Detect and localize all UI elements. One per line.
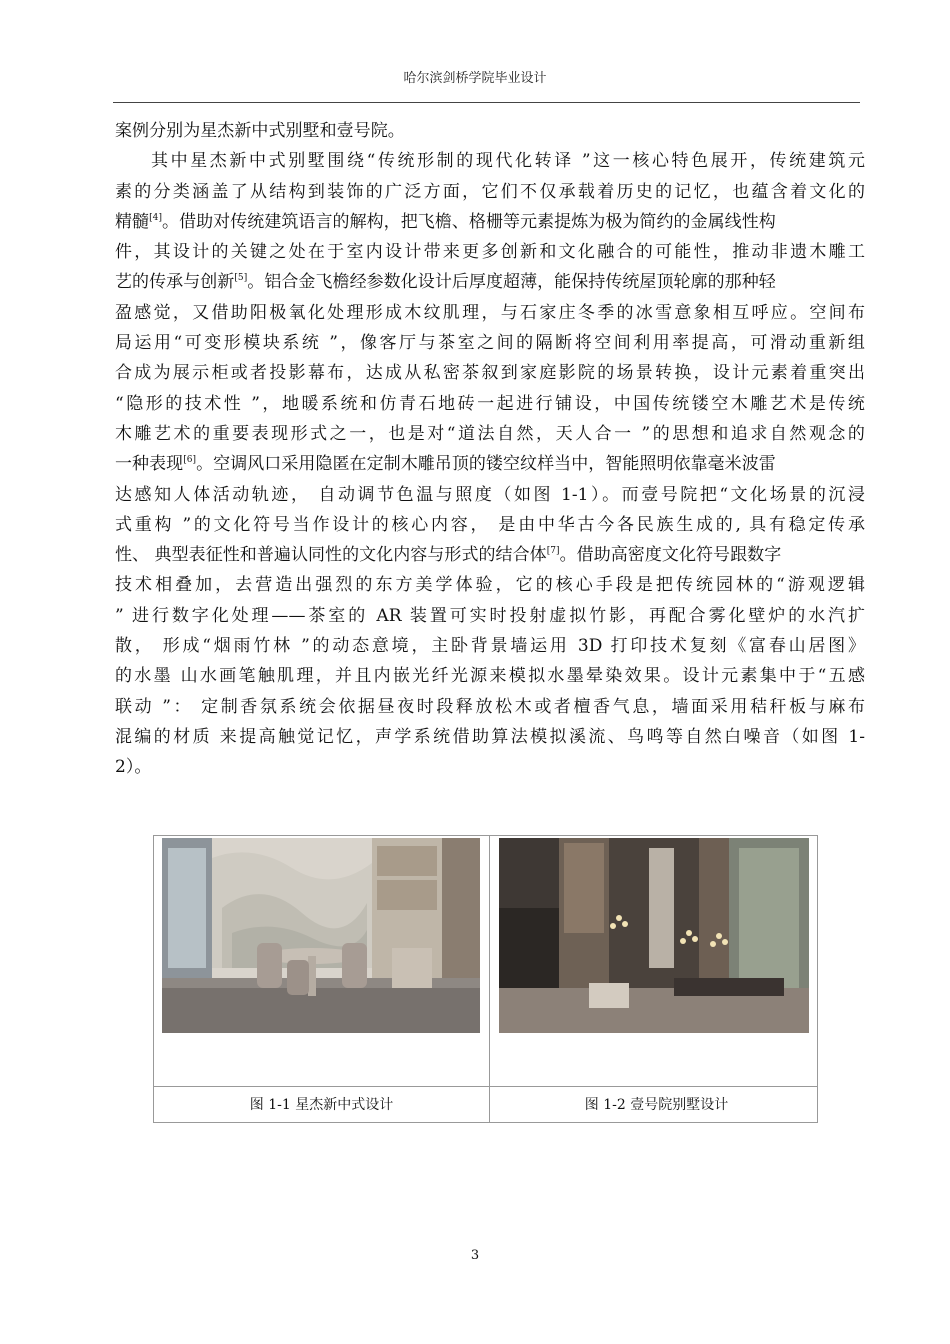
text-line: 式重构 ”的文化符号当作设计的核心内容， 是由中华古今各民族生成的, 具有稳定传承 <box>115 514 865 535</box>
figure-table <box>153 835 818 1123</box>
text-line: 合成为展示柜或者投影幕布，达成从私密茶叙到家庭影院的场景转换，设计元素着重突出 <box>115 363 865 384</box>
text-line: 散， 形成“烟雨竹林 ”的动态意境，主卧背景墙运用 3D 打印技术复刻《富春山居图》 <box>115 636 865 657</box>
text-line: ” 进行数字化处理——茶室的 AR 装置可实时投射虚拟竹影，再配合雾化壁炉的水汽扩 <box>115 605 865 626</box>
text-line: 件，其设计的关键之处在于室内设计带来更多创新和文化融合的可能性，推动非遗木雕工 <box>115 242 865 263</box>
figure-1-2-caption: 图 1-2 壹号院别墅设计 <box>584 1097 729 1113</box>
text-fragment: 艺的传承与创新 <box>115 272 235 293</box>
text-fragment: 。铝合金飞檐经参数化设计后厚度超薄，能保持传统屋顶轮廓的那种轻 <box>247 272 776 293</box>
text-fragment: 。空调风口采用隐匿在定制木雕吊顶的镂空纹样当中，智能照明依靠毫米波雷 <box>196 454 776 475</box>
figure-1-1-caption: 图 1-1 星杰新中式设计 <box>249 1097 394 1113</box>
table-divider <box>154 1086 817 1087</box>
page-header: 哈尔滨剑桥学院毕业设计 <box>403 71 547 86</box>
text-line: 达感知人体活动轨迹， 自动调节色温与照度（如图 1-1）。而壹号院把“文化场景的沉浸 <box>115 484 865 505</box>
text-fragment: 。借助高密度文化符号跟数字 <box>559 545 782 566</box>
header-divider <box>113 102 860 103</box>
citation-6: [6] <box>183 455 197 466</box>
table-divider <box>489 836 490 1122</box>
text-line <box>115 267 865 297</box>
text-line: 盈感觉，又借助阳极氧化处理形成木纹肌理，与石家庄冬季的冰雪意象相互呼应。空间布 <box>115 302 865 323</box>
text-line: 联动 ”： 定制香氛系统会依据昼夜时段释放松木或者檀香气息，墙面采用秸秆板与麻布 <box>115 696 865 717</box>
text-line: 素的分类涵盖了从结构到装饰的广泛方面，它们不仅承载着历史的记忆，也蕴含着文化的 <box>115 181 865 202</box>
text-line: “隐形的技术性 ”，地暖系统和仿青石地砖一起进行铺设，中国传统镂空木雕艺术是传统 <box>115 393 865 414</box>
text-line <box>115 449 865 479</box>
text-line: 混编的材质 来提高触觉记忆，声学系统借助算法模拟溪流、鸟鸣等自然白噪音（如图 1- <box>115 726 865 747</box>
citation-7: [7] <box>546 546 560 557</box>
text-line <box>115 207 865 237</box>
figure-1-2-image <box>499 838 809 1033</box>
page-number: 3 <box>470 1248 480 1263</box>
text-fragment: 一种表现 <box>115 454 184 475</box>
text-line: 2）。 <box>115 757 152 778</box>
text-line: 技术相叠加，去营造出强烈的东方美学体验，它的核心手段是把传统园林的“游观逻辑 <box>115 575 865 596</box>
body-paragraphs <box>115 116 865 783</box>
text-line: 局运用“可变形模块系统 ”，像客厅与茶室之间的隔断将空间利用率提高，可滑动重新组 <box>115 333 865 354</box>
text-line: 木雕艺术的重要表现形式之一，也是对“道法自然，天人合一 ”的思想和追求自然观念的 <box>115 423 865 444</box>
text-fragment: 精髓 <box>115 211 150 232</box>
figure-1-1-image <box>162 838 480 1033</box>
text-line: 案例分别为星杰新中式别墅和壹号院。 <box>115 121 405 141</box>
text-line: 的水墨 山水画笔触肌理，并且内嵌光纤光源来模拟水墨晕染效果。设计元素集中于“五感 <box>115 666 865 687</box>
citation-5: [5] <box>234 273 248 284</box>
text-fragment: 性、 典型表征性和普遍认同性的文化内容与形式的结合体 <box>115 545 547 566</box>
text-line <box>115 540 865 570</box>
citation-4: [4] <box>149 212 163 223</box>
text-line: 其中星杰新中式别墅围绕“传统形制的现代化转译 ”这一核心特色展开，传统建筑元 <box>151 151 865 172</box>
text-fragment: 。借助对传统建筑语言的解构，把飞檐、格栅等元素提炼为极为简约的金属线性构 <box>162 211 776 232</box>
